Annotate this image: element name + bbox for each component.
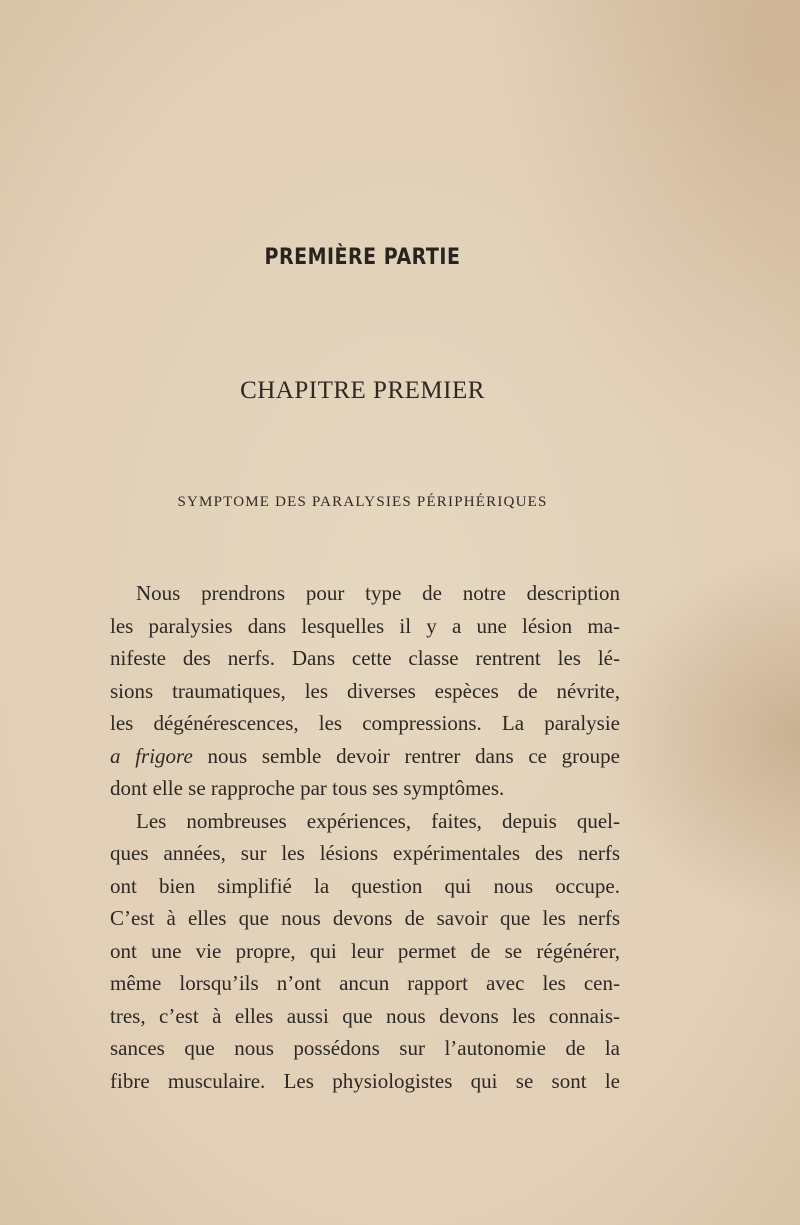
- text-line: ont bien simplifié la question qui nous occupe.: [110, 873, 620, 898]
- text-line: C’est à elles que nous devons de savoir que les nerfs: [110, 906, 620, 930]
- text-line: ques années, sur les lésions expérimentales des nerfs: [110, 841, 620, 865]
- text-line: même lorsqu’ils n’ont ancun rapport avec les cen-: [110, 971, 620, 995]
- text-line: sions traumatiques, les diverses espèces de névrite,: [110, 678, 620, 703]
- text-line: les paralysies dans lesquelles il y a une lésion ma-: [110, 613, 620, 638]
- section-title: SYMPTOME DES PARALYSIES PÉRIPHÉRIQUES: [177, 494, 548, 510]
- chapter-title: CHAPITRE PREMIER: [240, 377, 485, 404]
- text-line: tres, c’est à elles aussi que nous devons les connais-: [110, 1003, 620, 1028]
- text-line: Les nombreuses expériences, faites, depuis quel-: [136, 808, 620, 833]
- text-line: fibre musculaire. Les physiologistes qui se sont le: [110, 1068, 620, 1093]
- text-line: nifeste des nerfs. Dans cette classe rentrent les lé-: [110, 646, 620, 670]
- text-line: dont elle se rapproche par tous ses symptômes.: [110, 776, 505, 800]
- text-line: Nous prendrons pour type de notre description: [136, 581, 620, 605]
- text-line: sances que nous possédons sur l’autonomie de la: [110, 1036, 620, 1060]
- text-fragment: nous semble devoir rentrer dans ce groupe: [207, 743, 620, 768]
- text-line: [110, 740, 620, 773]
- text-line: ont une vie propre, qui leur permet de se régénérer,: [110, 938, 620, 963]
- italic-term: a frigore: [110, 743, 193, 768]
- part-title: PREMIÈRE PARTIE: [264, 244, 461, 270]
- body-text: [110, 577, 620, 1097]
- text-line: les dégénérescences, les compressions. La paralysie: [110, 711, 620, 735]
